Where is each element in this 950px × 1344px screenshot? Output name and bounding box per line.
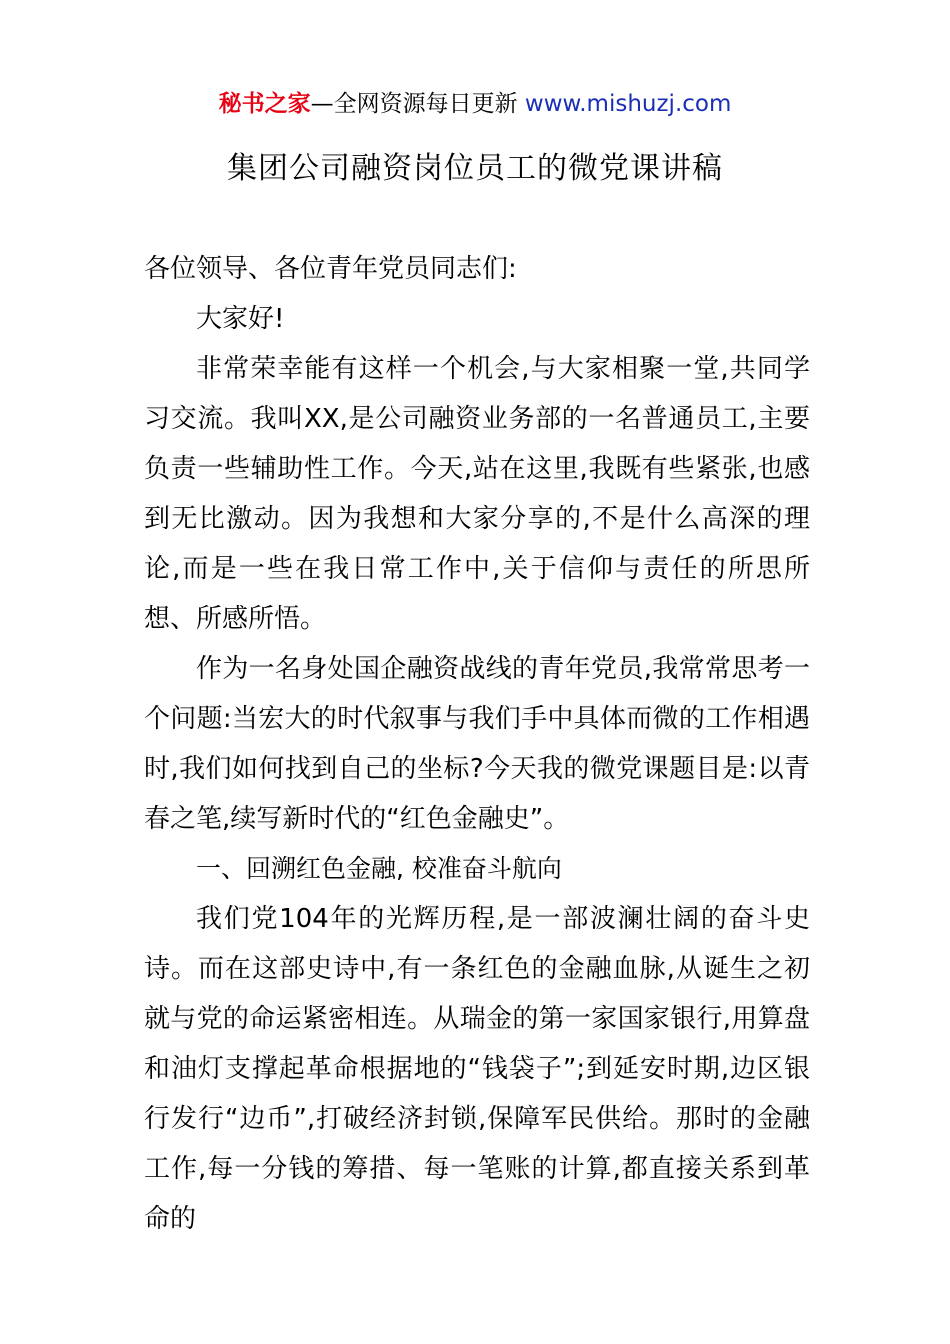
document-body <box>144 244 810 1244</box>
paragraph-topic: 作为一名身处国企融资战线的青年党员,我常常思考一个问题:当宏大的时代叙事与我们手中具体而微的工作相遇时,我们如何找到自己的坐标?今天我的微党课题目是:以青春之笔,续写新时代的“红色金融史”。 <box>144 654 810 834</box>
salutation: 各位领导、各位青年党员同志们: <box>144 254 517 284</box>
paragraph-intro: 非常荣幸能有这样一个机会,与大家相聚一堂,共同学习交流。我叫XX,是公司融资业务部的一名普通员工,主要负责一些辅助性工作。今天,站在这里,我既有些紧张,也感到无比激动。因为我想和大家分享的,不是什么高深的理论,而是一些在我日常工作中,关于信仰与责任的所思所想、所感所悟。 <box>144 354 810 634</box>
section-1-paragraph: 我们党104年的光辉历程,是一部波澜壮阔的奋斗史诗。而在这部史诗中,有一条红色的金融血脉,从诞生之初就与党的命运紧密相连。从瑞金的第一家国家银行,用算盘和油灯支撑起革命根据地的“钱袋子”;到延安时期,边区银行发行“边币”,打破经济封锁,保障军民供给。那时的金融工作,每一分钱的筹措、每一笔账的计算,都直接关系到革命的 <box>144 904 810 1234</box>
document-title: 集团公司融资岗位员工的微党课讲稿 <box>227 151 723 186</box>
site-banner <box>0 88 950 120</box>
site-tagline: —全网资源每日更新 <box>310 91 525 117</box>
section-heading-1: 一、回溯红色金融, 校准奋斗航向 <box>196 854 562 883</box>
site-url-link[interactable]: www.mishuzj.com <box>524 91 732 117</box>
site-brand: 秘书之家 <box>218 91 311 117</box>
greeting: 大家好! <box>196 304 285 334</box>
